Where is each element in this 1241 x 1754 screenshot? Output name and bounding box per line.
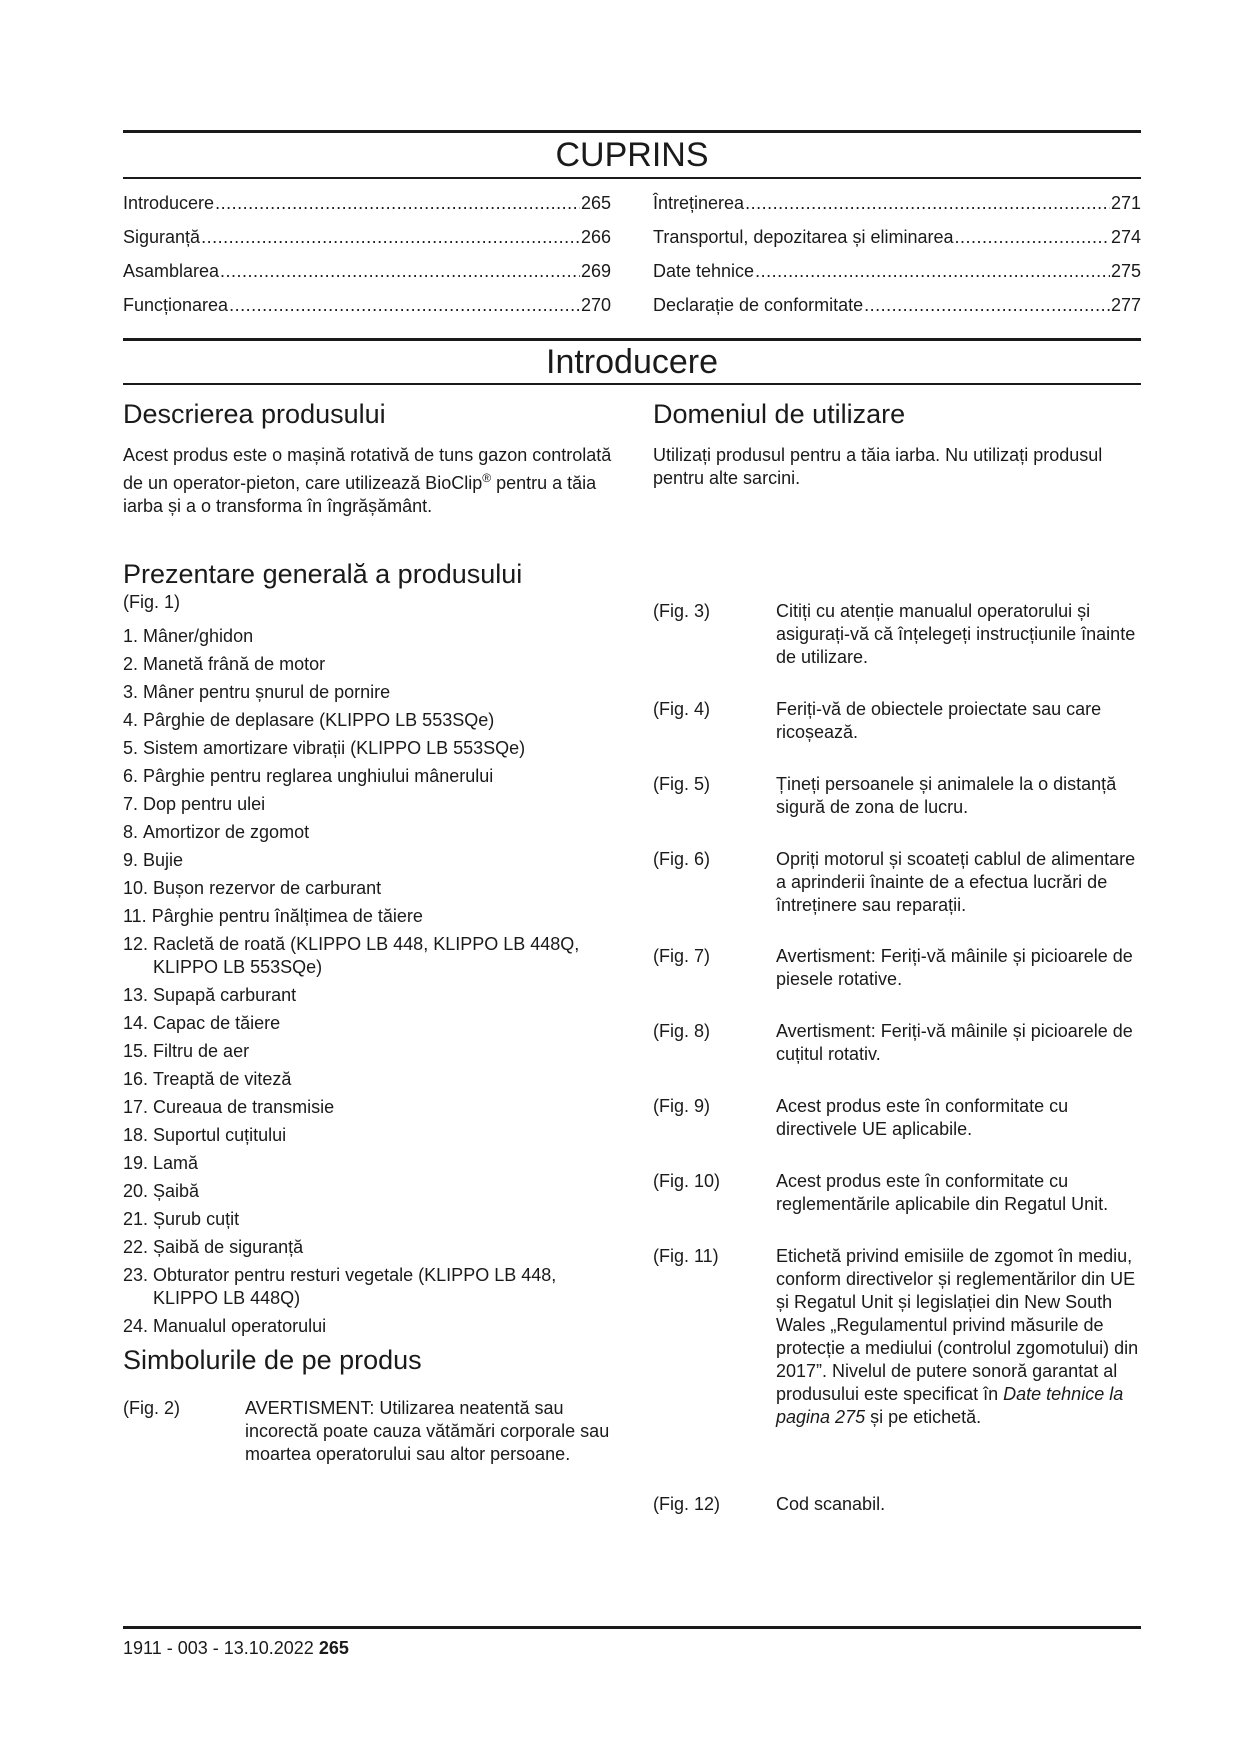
- toc-entry[interactable]: Date tehnice ..... 275: [653, 254, 1141, 288]
- toc-top-rule: [123, 130, 1141, 133]
- list-item: 12. Racletă de roată (KLIPPO LB 448, KLIPPO LB 448Q, KLIPPO LB 553SQe): [123, 934, 580, 977]
- list-item: 18. Suportul cuțitului: [123, 1125, 287, 1145]
- list-item: 11. Pârghie pentru înălțimea de tăiere: [123, 906, 423, 926]
- symbol-row: (Fig. 6) Opriți motorul și scoateți cablul de alimentare a aprinderii înainte de a efectua lucrări de întreținere sau reparații.: [653, 849, 1136, 915]
- toc-entry[interactable]: Siguranță ..... 266: [123, 220, 611, 254]
- usage-heading: Domeniul de utilizare: [653, 399, 906, 429]
- toc-entry[interactable]: Introducere ..... 265: [123, 186, 611, 220]
- overview-heading: Prezentare generală a produsului: [123, 559, 523, 589]
- symbol-row: [123, 1397, 613, 1466]
- list-item: 4. Pârghie de deplasare (KLIPPO LB 553SQe): [123, 710, 495, 730]
- list-item: 7. Dop pentru ulei: [123, 794, 266, 814]
- data-sheet-link[interactable]: Date tehnice la pagina 275: [776, 1384, 1124, 1427]
- list-item: 3. Mâner pentru șnurul de pornire: [123, 682, 391, 702]
- list-item: 2. Manetă frână de motor: [123, 654, 326, 674]
- list-item: 21. Șurub cuțit: [123, 1209, 240, 1229]
- toc-title-rule: [123, 177, 1141, 179]
- symbol-row: (Fig. 9) Acest produs este în conformitate cu directivele UE aplicabile.: [653, 1096, 1069, 1139]
- fig-ref: (Fig. 2): [123, 1398, 181, 1418]
- toc-entry[interactable]: Declarație de conformitate ..... 277: [653, 288, 1141, 322]
- toc-entry[interactable]: Întreținerea ..... 271: [653, 186, 1141, 220]
- toc-right-column: [653, 186, 1141, 322]
- intended-use: [653, 397, 1143, 490]
- toc-entry[interactable]: Funcționarea ..... 270: [123, 288, 611, 322]
- symbols-section: [123, 1343, 613, 1377]
- toc-left-column: [123, 186, 611, 322]
- list-item: 13. Supapă carburant: [123, 985, 297, 1005]
- symbol-row: (Fig. 11) Etichetă privind emisiile de zgomot în mediu, conform directivelor și reglementărilor din UE și Regatul Unit și legislației din New South Wales „Regulamentul privind măsurile de protecție a mediului (controlul zgomotului) din 2017”. Nivelul de putere sonoră garantat al produsului este specificat în Date tehnice la pagina 275 și pe etichetă.: [653, 1246, 1139, 1427]
- symbol-row: (Fig. 10) Acest produs este în conformitate cu reglementările aplicabile din Regatul Unit.: [653, 1171, 1109, 1214]
- page-footer: [123, 1638, 349, 1659]
- list-item: 24. Manualul operatorului: [123, 1316, 327, 1336]
- list-item: 9. Bujie: [123, 850, 184, 870]
- list-item: 20. Șaibă: [123, 1181, 200, 1201]
- product-overview: [123, 557, 613, 1343]
- list-item: 15. Filtru de aer: [123, 1041, 250, 1061]
- list-item: 5. Sistem amortizare vibrații (KLIPPO LB 553SQe): [123, 738, 526, 758]
- intro-title-rule: [123, 383, 1141, 385]
- usage-text: Utilizați produsul pentru a tăia iarba. Nu utilizați produsul pentru alte sarcini.: [653, 445, 1103, 488]
- list-item: 6. Pârghie pentru reglarea unghiului mânerului: [123, 766, 494, 786]
- symbol-row: (Fig. 7) Avertisment: Feriți-vă mâinile și picioarele de piesele rotative.: [653, 946, 1133, 989]
- intro-title: Introducere: [546, 343, 718, 381]
- symbol-row: (Fig. 4) Feriți-vă de obiectele proiectate sau care ricoșează.: [653, 699, 1102, 742]
- toc-entry[interactable]: Transportul, depozitarea și eliminarea ..... 274: [653, 220, 1141, 254]
- overview-fig-ref: (Fig. 1): [123, 592, 181, 612]
- description-text: Acest produs este o mașină rotativă de tuns gazon controlată de un operator-pieton, care utilizează BioClip® pentru a tăia iarba și a o transforma în îngrășământ.: [123, 445, 612, 516]
- page-number: 265: [318, 1638, 349, 1658]
- parts-list: [123, 625, 613, 1338]
- symbol-row: (Fig. 8) Avertisment: Feriți-vă mâinile și picioarele de cuțitul rotativ.: [653, 1021, 1133, 1064]
- document-code: 1911 - 003 - 13.10.2022: [123, 1638, 314, 1658]
- symbols-heading: Simbolurile de pe produs: [123, 1345, 422, 1375]
- list-item: 23. Obturator pentru resturi vegetale (KLIPPO LB 448, KLIPPO LB 448Q): [123, 1265, 557, 1308]
- list-item: 8. Amortizor de zgomot: [123, 822, 310, 842]
- product-description: [123, 397, 613, 518]
- list-item: 22. Șaibă de siguranță: [123, 1237, 304, 1257]
- toc-entry[interactable]: Asamblarea ..... 269: [123, 254, 611, 288]
- intro-top-rule: [123, 338, 1141, 341]
- list-item: 16. Treaptă de viteză: [123, 1069, 292, 1089]
- list-item: 17. Cureaua de transmisie: [123, 1097, 335, 1117]
- description-heading: Descrierea produsului: [123, 399, 386, 429]
- list-item: 10. Bușon rezervor de carburant: [123, 878, 382, 898]
- list-item: 1. Mâner/ghidon: [123, 626, 254, 646]
- footer-rule: [123, 1626, 1141, 1629]
- list-item: 14. Capac de tăiere: [123, 1013, 281, 1033]
- symbol-row: (Fig. 12) Cod scanabil.: [653, 1494, 886, 1514]
- toc-title: CUPRINS: [555, 136, 709, 174]
- symbol-row: (Fig. 5) Țineți persoanele și animalele la o distanță sigură de zona de lucru.: [653, 774, 1117, 817]
- fig-text: AVERTISMENT: Utilizarea neatentă sau incorectă poate cauza vătămări corporale sau moartea operatorului sau altor persoane.: [245, 1398, 610, 1464]
- list-item: 19. Lamă: [123, 1153, 199, 1173]
- symbol-row: (Fig. 3) Citiți cu atenție manualul operatorului și asigurați-vă că înțelegeți instrucțiunile înainte de utilizare.: [653, 601, 1136, 667]
